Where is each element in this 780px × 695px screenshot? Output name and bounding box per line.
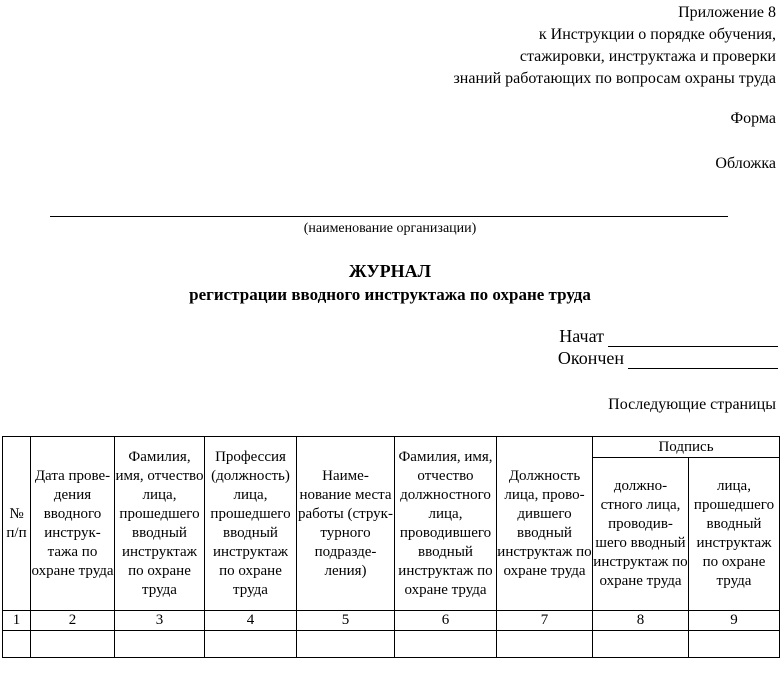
col-number: 2: [31, 611, 115, 631]
next-pages-label: Последующие страницы: [608, 396, 776, 413]
col-number: 6: [395, 611, 497, 631]
col-header-trainee-profession: Профессия (должность) лица, прошедшего вводный инструктаж по охране труда: [205, 437, 297, 611]
col-header-date: Дата прове-дения вводного инструк-тажа по охране труда: [31, 437, 115, 611]
journal-table: [2, 436, 780, 658]
organization-name-line[interactable]: [50, 216, 728, 217]
started-row: [559, 326, 778, 347]
appendix-line-3: знаний работающих по вопросам охраны труда: [453, 70, 776, 87]
col-header-number: № п/п: [3, 437, 31, 611]
table-cell[interactable]: [3, 631, 31, 658]
table-cell[interactable]: [205, 631, 297, 658]
col-header-signature: Подпись: [593, 437, 780, 458]
started-date-line[interactable]: [608, 328, 778, 347]
col-number: 1: [3, 611, 31, 631]
ended-row: [558, 348, 778, 369]
table-cell[interactable]: [593, 631, 689, 658]
table-cell[interactable]: [297, 631, 395, 658]
ended-date-line[interactable]: [628, 350, 778, 369]
col-header-trainee-name: Фамилия, имя, отчество лица, прошедшего вводный инструктаж по охране труда: [115, 437, 205, 611]
col-number: 3: [115, 611, 205, 631]
col-header-workplace: Наиме-нование места работы (струк-турного подразде-ления): [297, 437, 395, 611]
col-number: 7: [497, 611, 593, 631]
appendix-line-2: стажировки, инструктажа и проверки: [519, 48, 776, 65]
table-cell[interactable]: [115, 631, 205, 658]
appendix-title: Приложение 8: [678, 4, 776, 21]
form-label: Форма: [730, 110, 776, 127]
appendix-line-1: к Инструкции о порядке обучения,: [538, 26, 776, 43]
table-row: [3, 631, 780, 658]
col-header-signature-instructor: должно-стного лица, проводив-шего вводный инструктаж по охране труда: [593, 458, 689, 611]
col-header-signature-trainee: лица, прошедшего вводный инструктаж по охране труда: [689, 458, 780, 611]
cover-label: Обложка: [715, 155, 776, 172]
table-cell[interactable]: [31, 631, 115, 658]
table-cell[interactable]: [497, 631, 593, 658]
col-header-instructor-name: Фамилия, имя, отчество должностного лица, проводившего вводный инструктаж по охране труда: [395, 437, 497, 611]
organization-caption: (наименование организации): [303, 221, 477, 236]
ended-label: Окончен: [557, 348, 624, 368]
col-number: 8: [593, 611, 689, 631]
col-number: 5: [297, 611, 395, 631]
table-cell[interactable]: [689, 631, 780, 658]
journal-title: ЖУРНАЛ: [348, 261, 432, 281]
table-cell[interactable]: [395, 631, 497, 658]
journal-subtitle: регистрации вводного инструктажа по охране труда: [189, 285, 591, 304]
started-label: Начат: [559, 326, 604, 346]
col-number: 9: [689, 611, 780, 631]
appendix-block: [356, 2, 776, 90]
col-number: 4: [205, 611, 297, 631]
col-header-instructor-position: Должность лица, прово-дившего вводный инструктаж по охране труда: [497, 437, 593, 611]
